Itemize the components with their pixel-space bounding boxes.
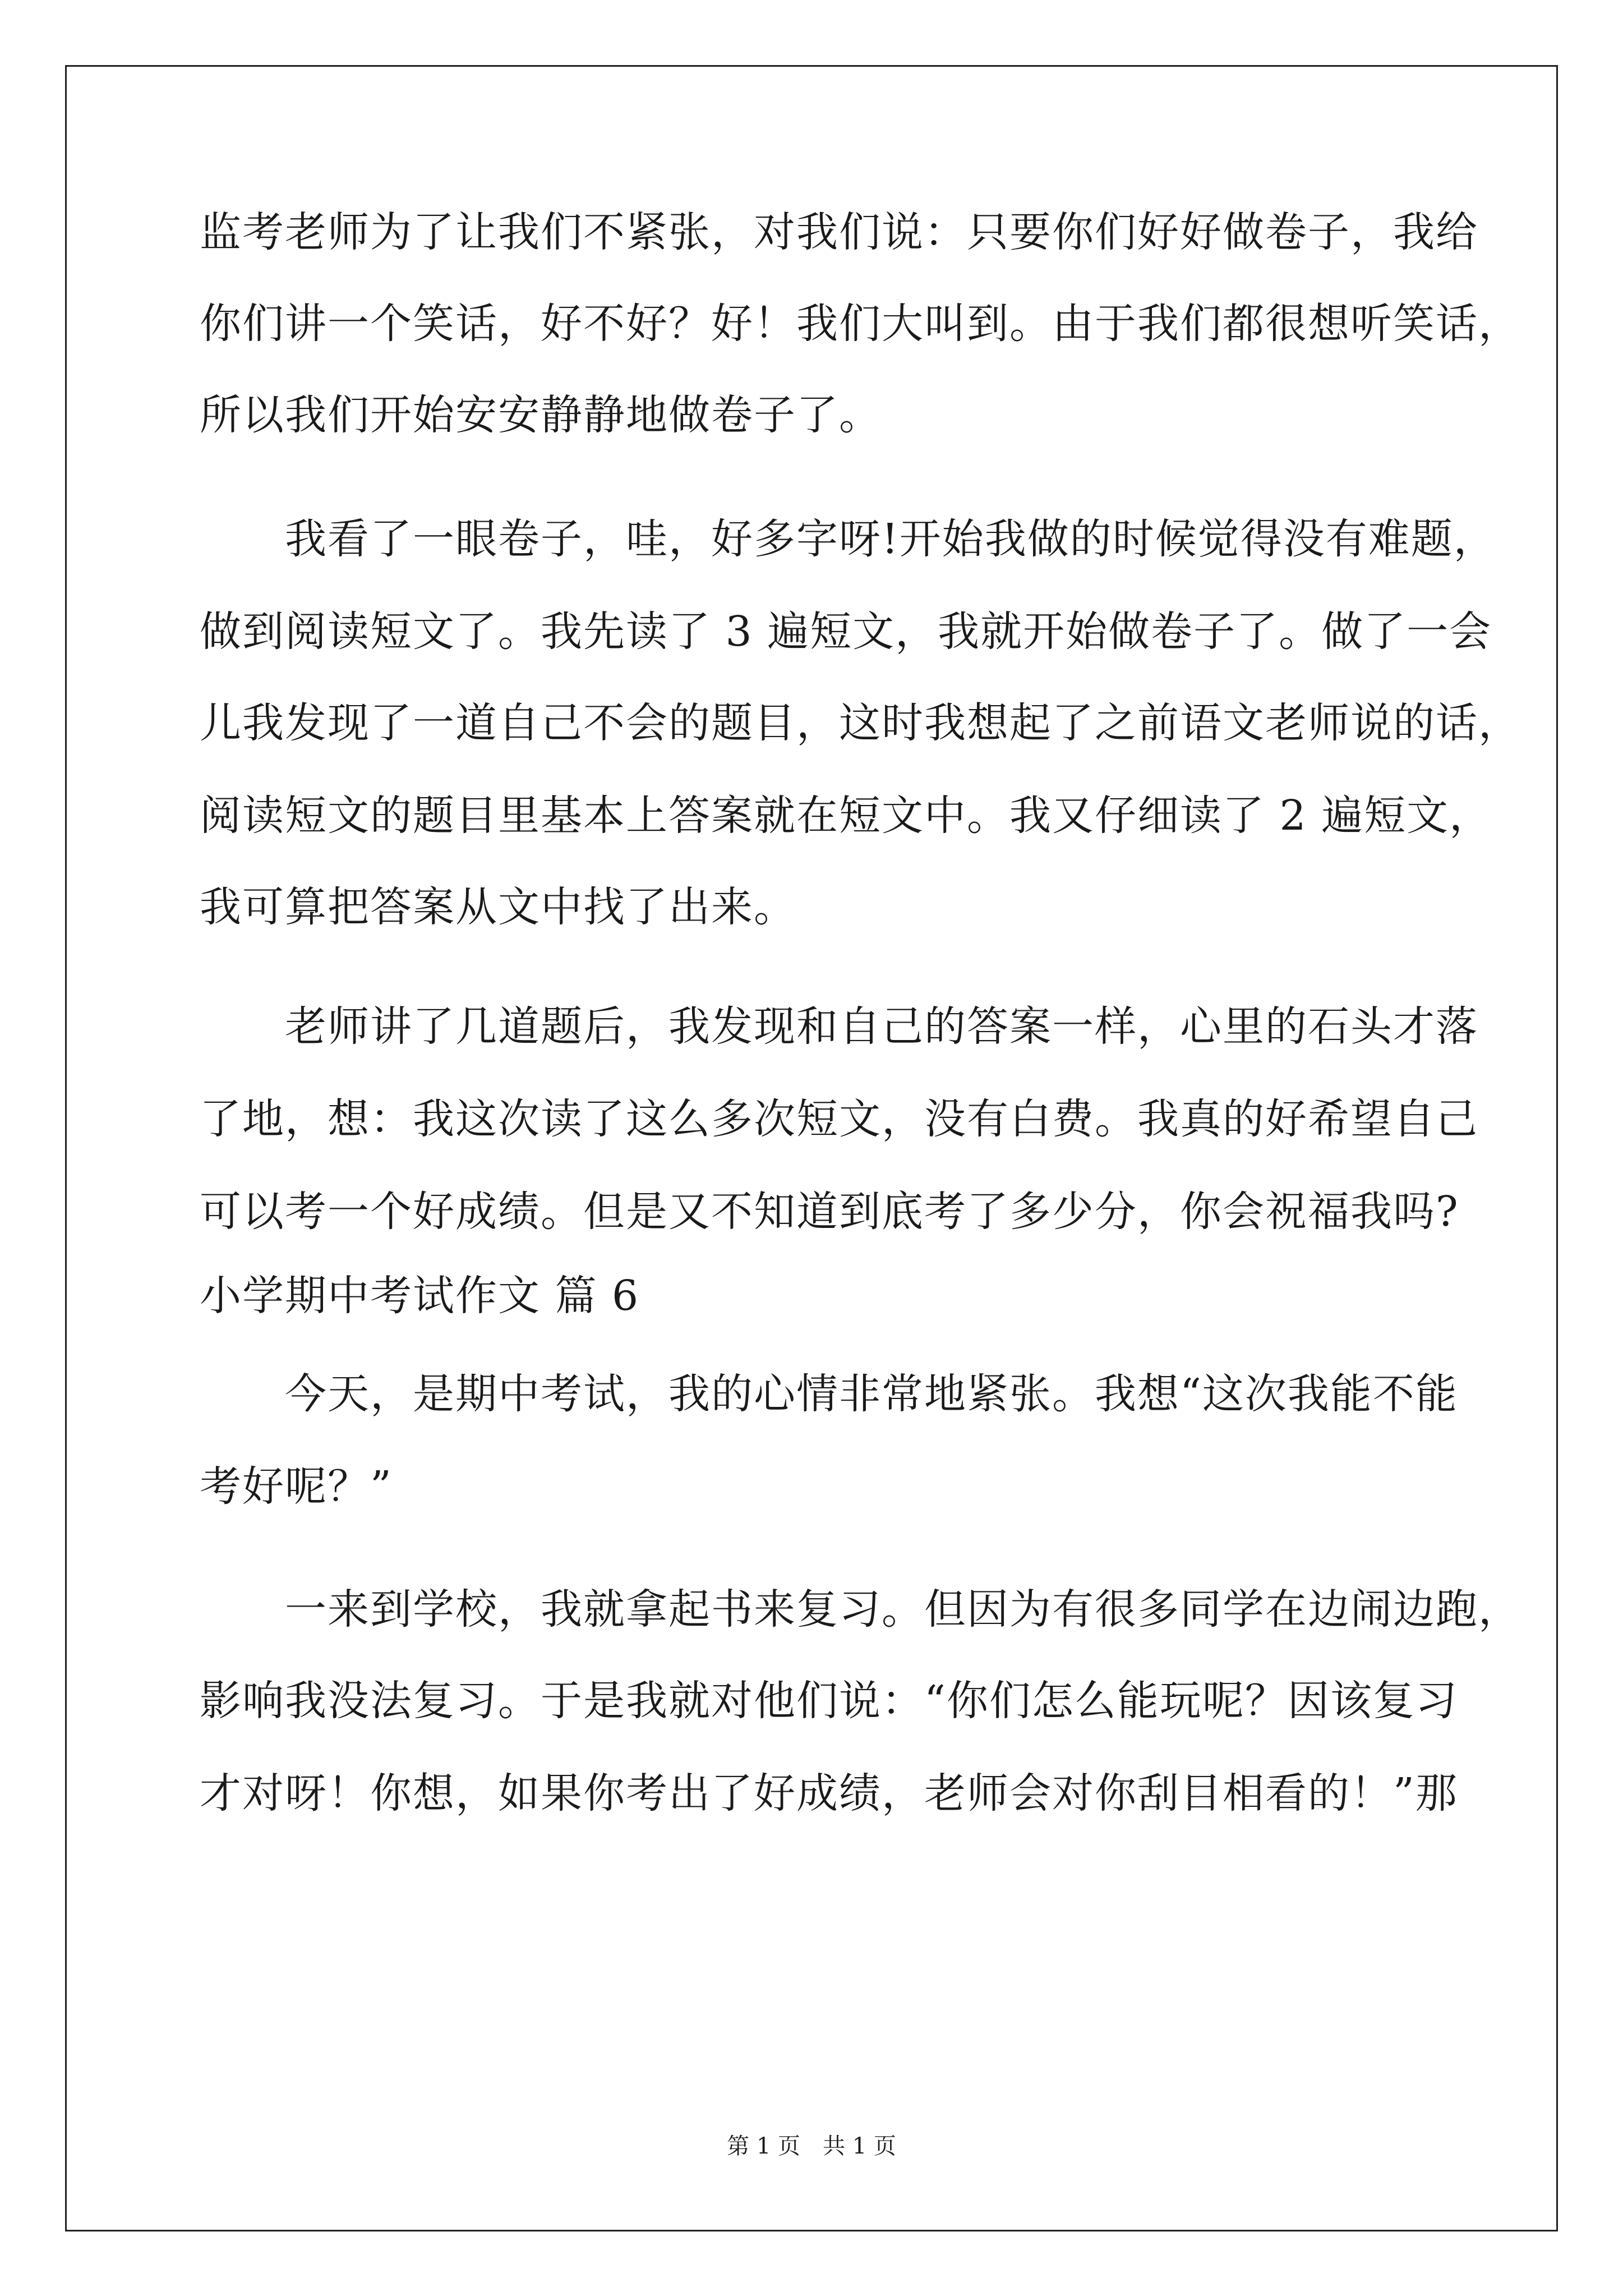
- text-line: 阅读短文的题目里基本上答案就在短文中。我又仔细读了 2 遍短文，: [200, 792, 1492, 840]
- text-line: 今天，是期中考试，我的心情非常地紧张。我想“这次我能不能: [200, 1370, 1458, 1418]
- text-line: 所以我们开始安安静静地做卷子了。: [200, 391, 882, 439]
- text-line: 才对呀！你想，如果你考出了好成绩，老师会对你刮目相看的！”那: [200, 1769, 1458, 1818]
- text-line: 了地，想：我这次读了这么多次短文，没有白费。我真的好希望自己: [200, 1095, 1478, 1143]
- text-line: 做到阅读短文了。我先读了 3 遍短文，我就开始做卷子了。做了一会: [200, 608, 1492, 656]
- text-line: 你们讲一个笑话，好不好？好！我们大叫到。由于我们都很想听笑话，: [200, 300, 1521, 348]
- text-line: 影响我没法复习。于是我就对他们说：“你们怎么能玩呢？因该复习: [200, 1677, 1458, 1725]
- text-line: 我看了一眼卷子，哇，好多字呀!开始我做的时候觉得没有难题，: [200, 515, 1496, 563]
- text-line: 考好呢？”: [200, 1462, 393, 1511]
- section-heading: 小学期中考试作文 篇 6: [200, 1272, 640, 1320]
- text-line: 我可算把答案从文中找了出来。: [200, 883, 796, 931]
- text-line: 儿我发现了一道自己不会的题目，这时我想起了之前语文老师说的话，: [200, 699, 1521, 747]
- text-line: 老师讲了几道题后，我发现和自己的答案一样，心里的石头才落: [200, 1002, 1478, 1051]
- text-line: 监考老师为了让我们不紧张，对我们说：只要你们好好做卷子，我给: [200, 208, 1478, 256]
- page-footer: 第 1 页 共 1 页: [727, 2133, 896, 2159]
- text-line: 可以考一个好成绩。但是又不知道到底考了多少分，你会祝福我吗?: [200, 1188, 1459, 1236]
- text-line: 一来到学校，我就拿起书来复习。但因为有很多同学在边闹边跑，: [200, 1585, 1521, 1634]
